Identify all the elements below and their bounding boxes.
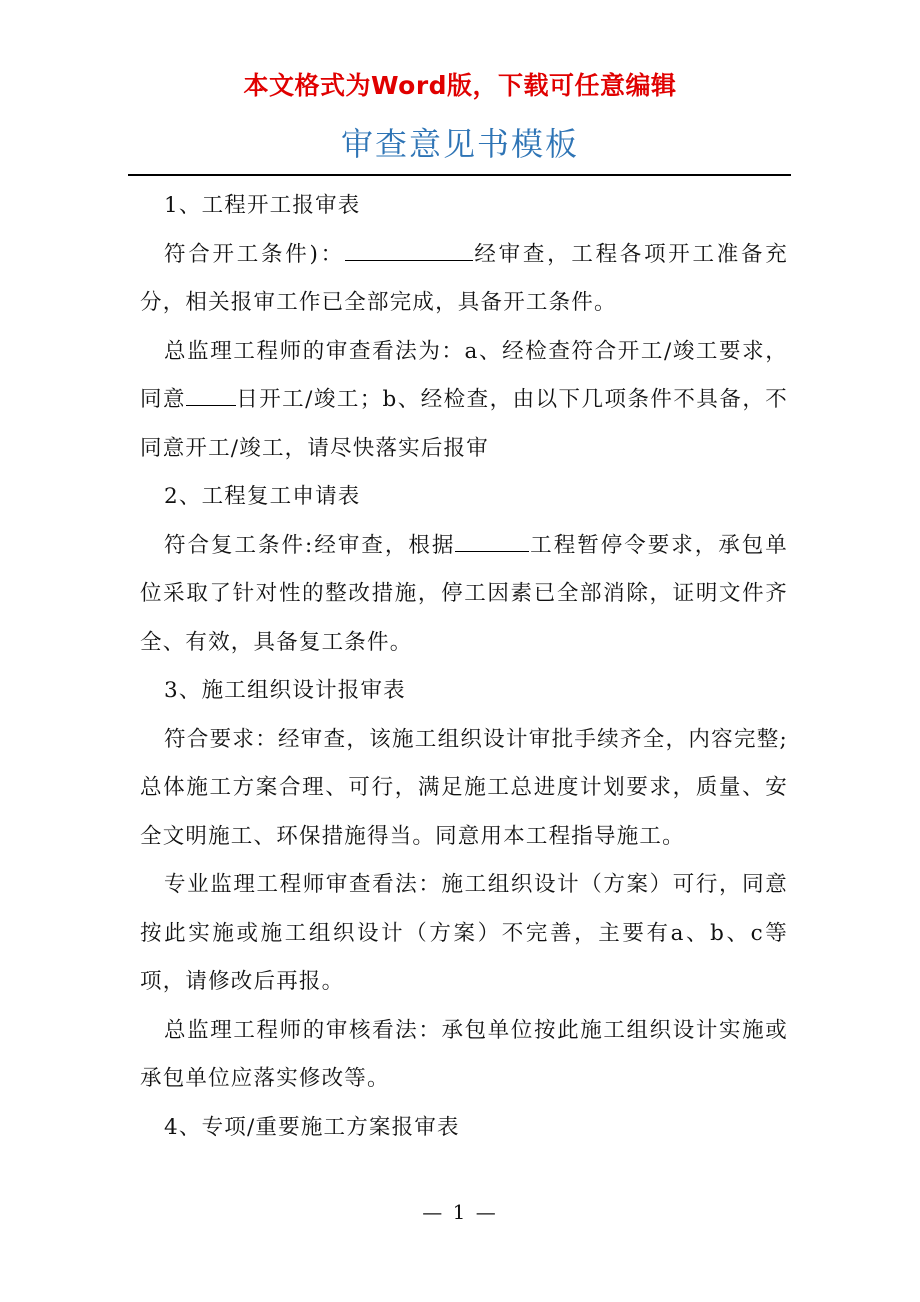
fill-blank (455, 525, 529, 552)
fill-blank (345, 234, 473, 261)
download-notice-banner: 本文格式为Word版，下载可任意编辑 (243, 71, 677, 100)
text-segment: 总监理工程师的审查看法为：a、经检查符合开工/竣工要求，同意 (140, 338, 788, 412)
text-segment: 符合复工条件:经审查，根据 (164, 532, 456, 558)
section-heading-4: 4、专项/重要施工方案报审表 (164, 1114, 460, 1140)
page-number: — 1 — (422, 1200, 498, 1224)
paragraph-start-conditions (140, 231, 788, 328)
text-segment: 日开工/竣工；b、经检查，由以下几项条件不具备，不同意开工/竣工，请尽快落实后报审 (140, 387, 788, 461)
text-segment: 经审查，工程各项开工准备充分，相关报审工作已全部完成，具备开工条件。 (140, 241, 788, 315)
paragraph-specialist-opinion: 专业监理工程师审查看法：施工组织设计（方案）可行，同意按此实施或施工组织设计（方案）不完善，主要有a、b、c等项，请修改后再报。 (140, 872, 788, 994)
fill-blank (186, 379, 236, 406)
document-body (140, 182, 788, 1152)
paragraph-resume-conditions (140, 522, 788, 668)
section-heading-3: 3、施工组织设计报审表 (164, 678, 406, 703)
title-divider (128, 174, 791, 176)
paragraph-design-compliance: 符合要求：经审查，该施工组织设计审批手续齐全，内容完整;总体施工方案合理、可行，满足施工总进度计划要求，质量、安全文明施工、环保措施得当。同意用本工程指导施工。 (140, 726, 788, 849)
text-segment: 工程暂停令要求，承包单位采取了针对性的整改措施，停工因素已全部消除，证明文件齐全、有效，具备复工条件。 (140, 532, 788, 655)
section-heading-2: 2、工程复工申请表 (164, 484, 361, 509)
document-title: 审查意见书模板 (340, 125, 579, 163)
paragraph-chief-review: 总监理工程师的审核看法：承包单位按此施工组织设计实施或承包单位应落实修改等。 (140, 1017, 788, 1091)
paragraph-chief-opinion (140, 328, 788, 474)
section-heading-1: 1、工程开工报审表 (164, 193, 361, 218)
text-segment: 符合开工条件)： (164, 241, 345, 267)
